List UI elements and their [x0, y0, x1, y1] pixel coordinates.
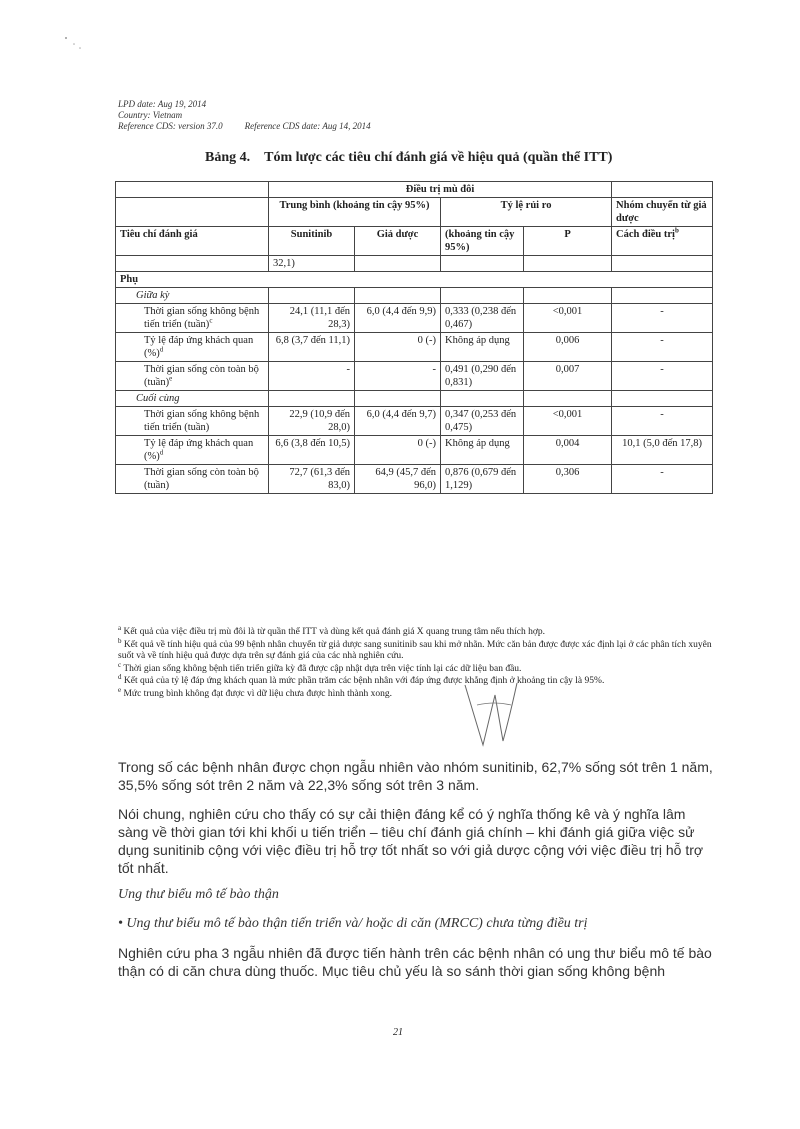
header-p: P [524, 227, 612, 256]
interim-criterion-label: Thời gian sống không bệnh tiến triển (tuần)$^c$ [116, 304, 269, 333]
interim-hazard-ratio-value: Không áp dụng [441, 333, 524, 362]
interim-crossover-value: - [612, 362, 713, 391]
table-row-carryover [116, 256, 713, 272]
interim-p-value: 0,006 [524, 333, 612, 362]
footnote: $^a$ Kết quả của việc điều trị mù đôi là từ quần thể ITT và dùng kết quả đánh giá X quang trung tâm nếu thích hợp. [118, 623, 546, 637]
final-crossover-value: - [612, 465, 713, 494]
final-hazard-ratio-value: 0,347 (0,253 đến 0,475) [441, 407, 524, 436]
page-number: 21 [393, 1027, 403, 1038]
final-sunitinib-value: 22,9 (10,9 đến 28,0) [269, 407, 355, 436]
table-caption [205, 150, 612, 166]
carry-over-cell: 32,1) [269, 256, 355, 272]
interim-sunitinib-value: 6,8 (3,7 đến 11,1) [269, 333, 355, 362]
table-row [116, 465, 713, 494]
final-sunitinib-value: 6,6 (3,8 đến 10,5) [269, 436, 355, 465]
country: Country: Vietnam [118, 110, 183, 120]
table-row [116, 333, 713, 362]
footnote: $^d$ Kết quả của tỷ lệ đáp ứng khách quan là mức phần trăm các bệnh nhân với đáp ứng được khẳng định ở khoảng tin cậy là 95%. [118, 672, 605, 686]
interim-placebo-value: 0 (-) [355, 333, 441, 362]
section-heading-rcc: Ung thư biểu mô tế bào thận [118, 887, 279, 902]
table-number: Bảng 4. [205, 150, 251, 165]
interim-criterion-label: Tỷ lệ đáp ứng khách quan (%)$^d$ [116, 333, 269, 362]
header-criteria: Tiêu chí đánh giá [116, 227, 269, 256]
final-placebo-value: 6,0 (4,4 đến 9,7) [355, 407, 441, 436]
interim-crossover-value: - [612, 304, 713, 333]
interim-hazard-ratio-value: 0,491 (0,290 đến 0,831) [441, 362, 524, 391]
document-header [118, 99, 371, 132]
table-row-subsection [116, 288, 713, 304]
table-row-subsection [116, 391, 713, 407]
bullet-icon: • [118, 916, 127, 931]
final-p-value: <0,001 [524, 407, 612, 436]
table-row [116, 362, 713, 391]
final-criterion-label: Tỷ lệ đáp ứng khách quan (%)$^d$ [116, 436, 269, 465]
header-double-blind: Điều trị mù đôi [269, 182, 612, 198]
paragraph-survival: Trong số các bệnh nhân được chọn ngẫu nhiên vào nhóm sunitinib, 62,7% sống sót trên 1 năm, 35,5% sống sót trên 2 năm và 22,3% sống sót trên 3 năm. [118, 759, 713, 793]
final-rows [116, 407, 713, 494]
final-p-value: 0,306 [524, 465, 612, 494]
table-row-section [116, 272, 713, 288]
table-footnotes [118, 623, 718, 701]
scan-specks [60, 30, 100, 60]
interim-hazard-ratio-value: 0,333 (0,238 đến 0,467) [441, 304, 524, 333]
header-sunitinib: Sunitinib [269, 227, 355, 256]
header-hazard-ratio: Tỷ lệ rủi ro [441, 198, 612, 227]
interim-rows [116, 304, 713, 391]
final-placebo-value: 64,9 (45,7 đến 96,0) [355, 465, 441, 494]
table-row [116, 436, 713, 465]
interim-p-value: 0,007 [524, 362, 612, 391]
interim-crossover-value: - [612, 333, 713, 362]
final-crossover-value: - [612, 407, 713, 436]
final-sunitinib-value: 72,7 (61,3 đến 83,0) [269, 465, 355, 494]
interim-p-value: <0,001 [524, 304, 612, 333]
reference-cds-version: Reference CDS: version 37.0 [118, 121, 223, 131]
table-row [116, 304, 713, 333]
table-header-row-1 [116, 182, 713, 198]
footnote: $^c$ Thời gian sống không bệnh tiến triển giữa kỳ đã được cập nhật dựa trên việc tính lại các dữ liệu ban đầu. [118, 660, 522, 674]
final-p-value: 0,004 [524, 436, 612, 465]
footnote: $^e$ Mức trung bình không đạt được vì dữ liệu chưa được hình thành xong. [118, 685, 392, 699]
header-crossover: Nhóm chuyển từ giả dược [612, 198, 713, 227]
final-hazard-ratio-value: Không áp dụng [441, 436, 524, 465]
final-criterion-label: Thời gian sống không bệnh tiến triển (tuần) [116, 407, 269, 436]
interim-sunitinib-value: 24,1 (11,1 đến 28,3) [269, 304, 355, 333]
header-placebo: Giả dược [355, 227, 441, 256]
header-ci: (khoảng tin cậy 95%) [441, 227, 524, 256]
paragraph-phase3: Nghiên cứu pha 3 ngẫu nhiên đã được tiến hành trên các bệnh nhân có ung thư biểu mô tế bào thận có di căn chưa dùng thuốc. Mục tiêu chủ yếu là so sánh thời gian sống không bệnh [118, 945, 712, 979]
reference-cds-date: Reference CDS date: Aug 14, 2014 [244, 121, 371, 131]
section-secondary: Phụ [116, 272, 713, 288]
lpd-date: LPD date: Aug 19, 2014 [118, 99, 207, 109]
interim-criterion-label: Thời gian sống còn toàn bộ (tuần)$^e$ [116, 362, 269, 391]
footnote: $^b$ Kết quả về tính hiệu quả của 99 bệnh nhân chuyển từ giả dược sang sunitinib sau khi mở nhãn. Mức căn bản được được xác định lại ở các phân tích xuyên suốt và về tính hiệu quả được dựa trên sự đánh giá của các nhà nghiên cứu. [118, 636, 712, 661]
subsection-final: Cuối cùng [116, 391, 269, 407]
paragraph-conclusion: Nói chung, nghiên cứu cho thấy có sự cải thiện đáng kể có ý nghĩa thống kê và ý nghĩa lâm sàng về thời gian tới khi khối u tiến triển – tiêu chí đánh giá chính – khi đánh giá giữa việc sử dụng sunitinib cộng với việc điều trị hỗ trợ tốt nhất so với giả dược cộng với việc điều trị hỗ trợ tốt nhất. [118, 806, 704, 876]
table-header-row-3 [116, 227, 713, 256]
final-placebo-value: 0 (-) [355, 436, 441, 465]
final-criterion-label: Thời gian sống còn toàn bộ (tuần) [116, 465, 269, 494]
efficacy-table [115, 181, 713, 494]
interim-placebo-value: - [355, 362, 441, 391]
table-title: Tóm lược các tiêu chí đánh giá về hiệu quả (quần thể ITT) [264, 150, 613, 165]
table-header-row-2 [116, 198, 713, 227]
header-crossover-treatment: Cách điều trị$^b$ [612, 227, 713, 256]
header-median: Trung bình (khoảng tin cậy 95%) [269, 198, 441, 227]
bullet-mrcc: • Ung thư biểu mô tế bào thận tiến triển và/ hoặc di căn (MRCC) chưa từng điều trị [118, 916, 588, 931]
table-row [116, 407, 713, 436]
subsection-interim: Giữa kỳ [116, 288, 269, 304]
final-crossover-value: 10,1 (5,0 đến 17,8) [612, 436, 713, 465]
handwritten-signature [455, 675, 525, 755]
interim-placebo-value: 6,0 (4,4 đến 9,9) [355, 304, 441, 333]
final-hazard-ratio-value: 0,876 (0,679 đến 1,129) [441, 465, 524, 494]
interim-sunitinib-value: - [269, 362, 355, 391]
